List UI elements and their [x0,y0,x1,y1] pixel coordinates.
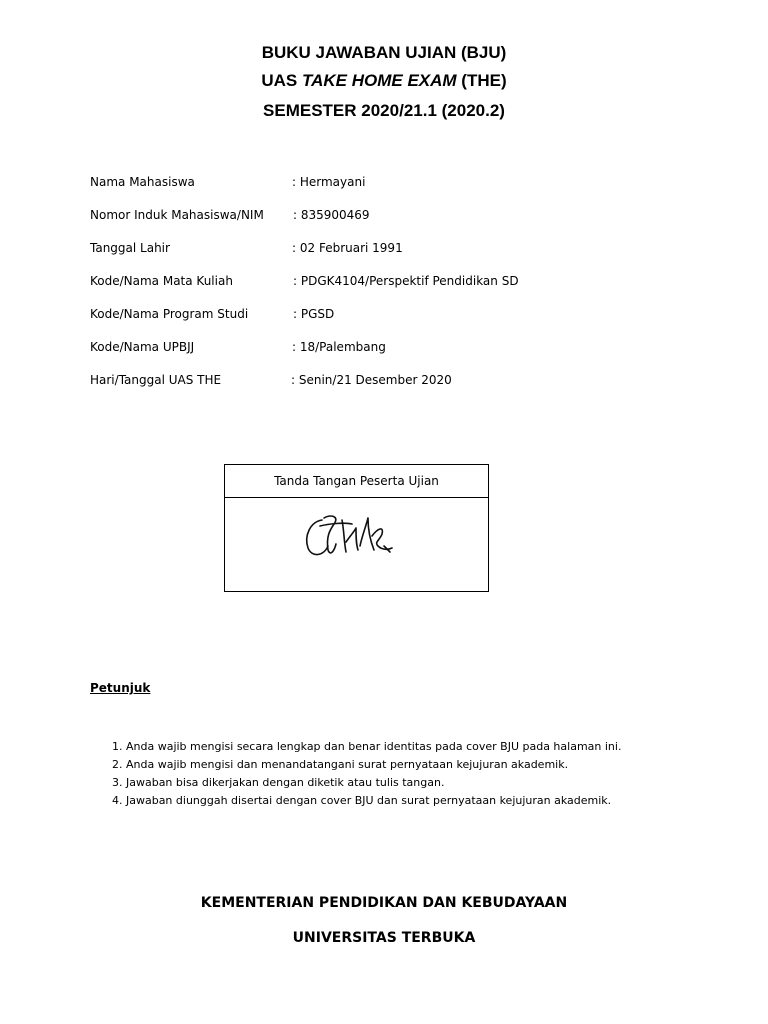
field-row-program-studi [90,305,710,323]
field-value: : PDGK4104/Perspektif Pendidikan SD [293,274,519,288]
field-value: : 02 Februari 1991 [292,241,403,255]
instructions-list [112,738,732,810]
instruction-item: 3. Jawaban bisa dikerjakan dengan diketik atau tulis tangan. [112,776,445,789]
instructions-heading: Petunjuk [90,681,151,695]
field-row-tanggal-uas [90,371,710,389]
field-value: : PGSD [293,307,335,321]
field-row-upbjj [90,338,710,356]
field-label: Kode/Nama UPBJJ [90,340,195,354]
header-title-line1: BUKU JAWABAN UJIAN (BJU) [261,43,507,62]
field-value: : Senin/21 Desember 2020 [291,373,452,387]
signature-area [225,498,488,592]
header-line2-prefix: UAS [261,71,302,90]
field-row-nim [90,206,710,224]
field-label: Kode/Nama Mata Kuliah [90,274,233,288]
field-value: : 18/Palembang [292,340,386,354]
field-label: Nama Mahasiswa [90,175,195,189]
instruction-item: 4. Jawaban diunggah disertai dengan cover BJU dan surat pernyataan kejujuran akademik. [112,794,612,807]
signature-label: Tanda Tangan Peserta Ujian [225,465,488,498]
field-label: Nomor Induk Mahasiswa/NIM [90,208,264,222]
signature-box [224,464,489,592]
instruction-item: 2. Anda wajib mengisi dan menandatangani surat pernyataan kejujuran akademik. [112,758,569,771]
field-label: Hari/Tanggal UAS THE [90,373,222,387]
field-row-nama [90,173,710,191]
field-label: Tanggal Lahir [90,241,170,255]
header-title-line3: SEMESTER 2020/21.1 (2020.2) [263,101,505,120]
header-line2-suffix: (THE) [456,71,507,90]
footer-university: UNIVERSITAS TERBUKA [292,930,476,946]
field-row-mata-kuliah [90,272,710,290]
header-title-line2 [0,71,768,91]
field-row-tanggal-lahir [90,239,710,257]
handwritten-signature-icon [300,506,410,566]
field-value: : Hermayani [292,175,366,189]
header-line2-italic: TAKE HOME EXAM [302,71,457,90]
footer-ministry: KEMENTERIAN PENDIDIKAN DAN KEBUDAYAAN [200,895,568,911]
field-value: : 835900469 [293,208,370,222]
instruction-item: 1. Anda wajib mengisi secara lengkap dan benar identitas pada cover BJU pada halaman ini. [112,740,622,753]
field-label: Kode/Nama Program Studi [90,307,249,321]
